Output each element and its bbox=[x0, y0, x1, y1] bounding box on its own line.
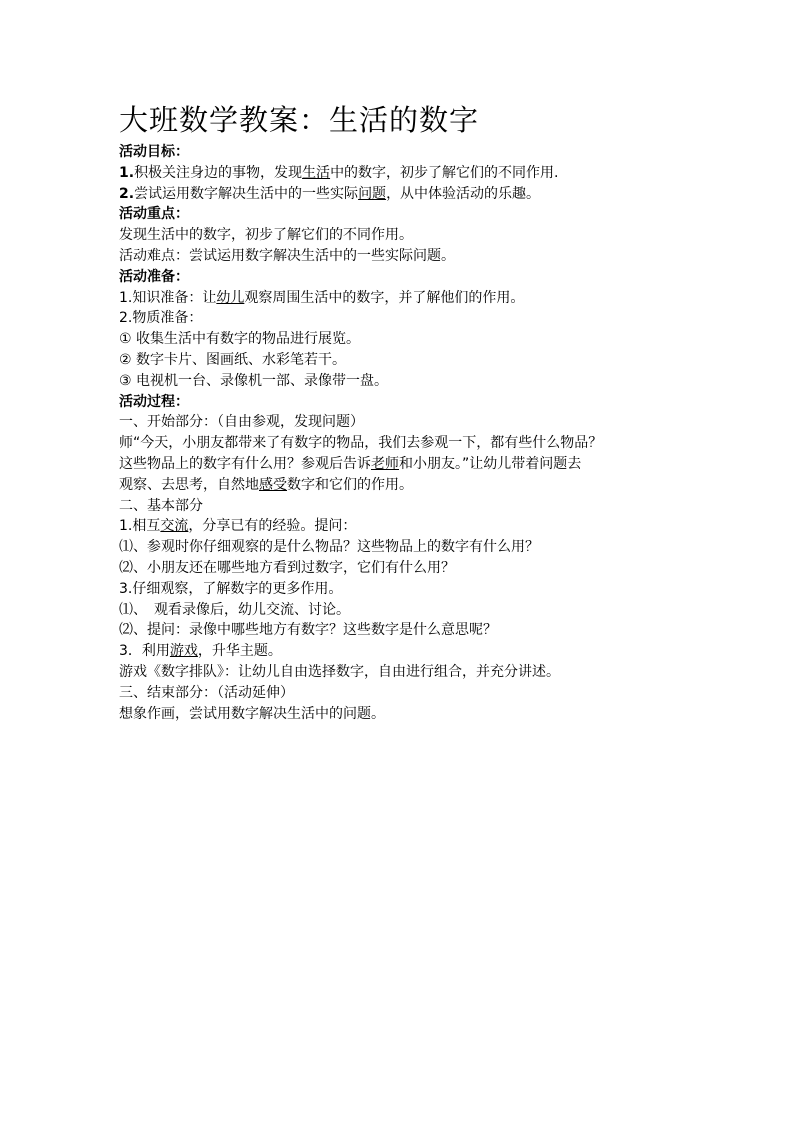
part-3-title: 三、结束部分：（活动延伸） bbox=[119, 684, 294, 701]
part-1-line-3-pre: 观察、去思考，自然地 bbox=[119, 476, 259, 493]
part-2-item-1 bbox=[119, 516, 719, 537]
goal-2-text-pre: 尝试运用数字解决生活中的一些实际 bbox=[134, 185, 359, 202]
part-2-game: 游戏《数字排队》：让幼儿自由选择数字，自由进行组合，并充分讲述。 bbox=[119, 663, 560, 680]
part-3-text: 想象作画，尝试用数字解决生活中的问题。 bbox=[119, 705, 385, 722]
part-2-item-3b bbox=[119, 641, 719, 662]
prep-heading: 活动准备： bbox=[119, 268, 189, 285]
goal-1-link[interactable]: 生活 bbox=[302, 164, 331, 181]
part-1-line-3-post: 数字和它们的作用。 bbox=[287, 476, 413, 493]
part-1-line-3 bbox=[119, 475, 719, 496]
prep-2-item: ③ 电视机一台、录像机一部、录像带一盘。 bbox=[119, 372, 388, 389]
prep-1 bbox=[119, 288, 719, 309]
part-2-item-3b-pre: 3．利用 bbox=[119, 643, 170, 660]
part-2-item-3b-post: ，升华主题。 bbox=[197, 643, 282, 660]
goal-1-text-pre: 积极关注身边的事物，发现 bbox=[134, 164, 303, 181]
part-2-item-3: 3.仔细观察，了解数字的更多作用。 bbox=[119, 580, 343, 597]
part-1-line-2-pre: 这些物品上的数字有什么用？参观后告诉 bbox=[119, 455, 371, 472]
process-heading: 活动过程： bbox=[119, 393, 189, 410]
part-2-question-1: ⑴、参观时你仔细观察的是什么物品？这些物品上的数字有什么用？ bbox=[119, 539, 539, 556]
part-1-line-3-link[interactable]: 感受 bbox=[259, 476, 287, 493]
goal-1-text-post: 中的数字，初步了解它们的不同作用. bbox=[330, 164, 559, 181]
prep-2-item: ① 收集生活中有数字的物品进行展览。 bbox=[119, 331, 360, 348]
focus-text: 发现生活中的数字，初步了解它们的不同作用。 bbox=[119, 227, 413, 244]
prep-1-text-post: 观察周围生活中的数字，并了解他们的作用。 bbox=[244, 289, 525, 306]
part-2-item-3b-link[interactable]: 游戏 bbox=[169, 643, 198, 660]
prep-1-link[interactable]: 幼儿 bbox=[216, 289, 245, 306]
goal-1-number: 1. bbox=[119, 164, 135, 181]
goal-2-text-post: ，从中体验活动的乐趣。 bbox=[386, 185, 541, 202]
goal-2 bbox=[119, 184, 719, 205]
goals-heading: 活动目标： bbox=[119, 144, 189, 160]
goal-2-link[interactable]: 问题 bbox=[358, 185, 387, 202]
focus-heading: 活动重点： bbox=[119, 206, 189, 223]
part-2-question-2: ⑵、小朋友还在哪些地方看到过数字，它们有什么用？ bbox=[119, 559, 455, 576]
part-2-question-3: ⑴、 观看录像后，幼儿交流、讨论。 bbox=[119, 601, 350, 618]
prep-2: 2.物质准备： bbox=[119, 310, 203, 327]
goal-1 bbox=[119, 163, 719, 184]
part-2-question-4: ⑵、提问：录像中哪些地方有数字？这些数字是什么意思呢？ bbox=[119, 622, 497, 639]
difficulty-text: 活动难点：尝试运用数字解决生活中的一些实际问题。 bbox=[119, 247, 455, 264]
part-2-title: 二、基本部分 bbox=[119, 497, 203, 514]
prep-1-text-pre: 1.知识准备：让 bbox=[119, 289, 217, 306]
document-page bbox=[119, 100, 719, 724]
part-2-item-1-pre: 1.相互 bbox=[119, 518, 161, 535]
part-1-title: 一、开始部分：（自由参观，发现问题） bbox=[119, 414, 364, 431]
part-1-line-2-post: 和小朋友。”让幼儿带着问题去 bbox=[399, 455, 582, 472]
part-1-line-2 bbox=[119, 454, 719, 475]
goal-2-number: 2. bbox=[119, 185, 135, 202]
part-2-item-1-link[interactable]: 交流 bbox=[160, 518, 189, 535]
prep-2-item: ② 数字卡片、图画纸、水彩笔若干。 bbox=[119, 351, 347, 368]
part-2-item-1-post: ，分享已有的经验。提问： bbox=[188, 518, 357, 535]
part-1-line-1: 师“今天，小朋友都带来了有数字的物品，我们去参观一下，都有些什么物品？ bbox=[119, 435, 603, 452]
document-title: 大班数学教案：生活的数字 bbox=[119, 103, 480, 137]
part-1-line-2-link[interactable]: 老师 bbox=[371, 455, 399, 472]
